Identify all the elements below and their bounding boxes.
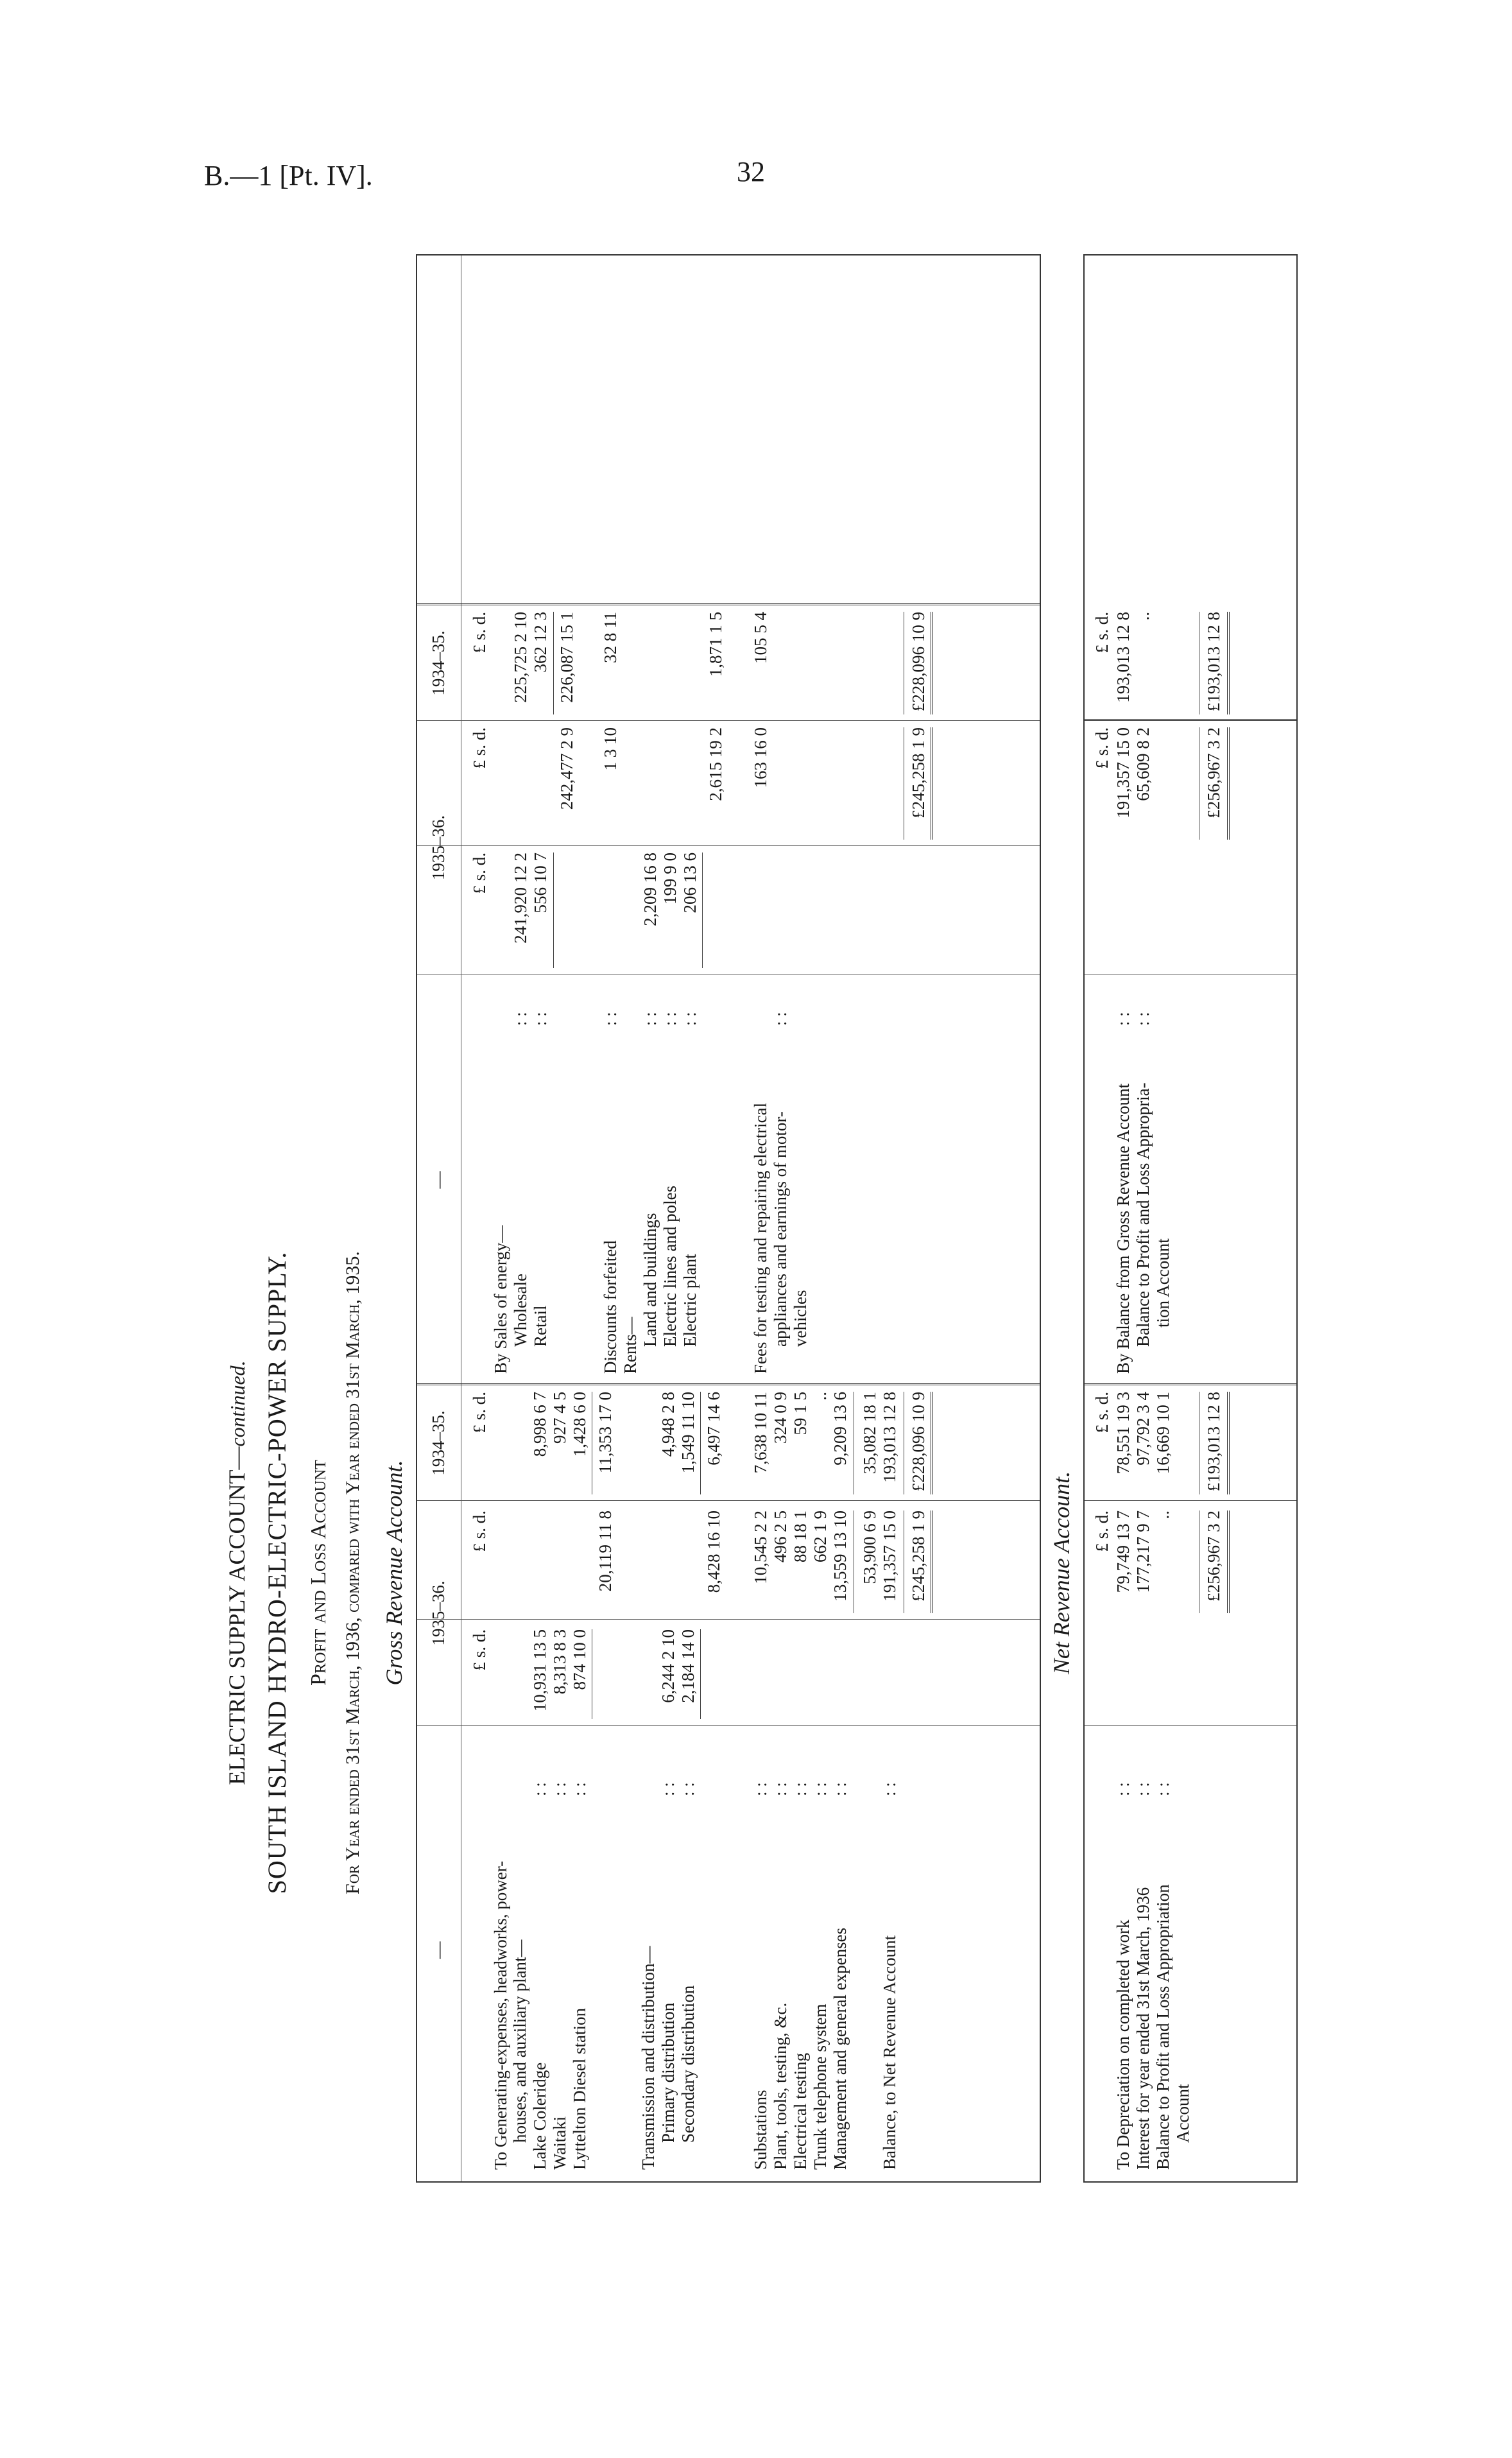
subst-label: Substations — [751, 2090, 770, 2170]
lyttelton-prev: 1,428 6 0 — [570, 1392, 589, 1457]
retail-prev: 362 12 3 — [531, 612, 550, 673]
leader-dots: : : — [660, 1012, 680, 1026]
net-credit-total-prev: £193,013 12 8 — [1204, 612, 1223, 712]
elec-label: Electrical testing — [791, 2052, 810, 2170]
plant-amount: 496 2 5 — [771, 1510, 790, 1562]
subst-prev: 7,638 10 11 — [751, 1392, 770, 1474]
land-amount: 2,209 16 8 — [640, 853, 660, 926]
net-revenue-table — [1083, 254, 1298, 2183]
plant-prev: 324 0 9 — [771, 1392, 790, 1444]
secondary-amount: 2,184 14 0 — [678, 1629, 698, 1703]
mgmt-amount: 13,559 13 10 — [830, 1510, 850, 1602]
leader-dots: : : — [791, 1782, 810, 1796]
leader-dots: : : — [811, 1782, 830, 1796]
pl-bal-label-2: tion Account — [1153, 1238, 1173, 1328]
rents-total: 2,615 19 2 — [706, 727, 725, 801]
leader-dots: : : — [570, 1782, 589, 1796]
gross-revenue-title: Gross Revenue Account. — [381, 1460, 407, 1686]
scheme-title: SOUTH ISLAND HYDRO-ELECTRIC-POWER SUPPLY. — [262, 1251, 291, 1894]
secondary-label: Secondary distribution — [678, 1985, 698, 2143]
lsd-head: £ s. d. — [1092, 727, 1112, 769]
document-reference: B.—1 [Pt. IV]. — [204, 160, 373, 191]
int-prev: 97,792 3 4 — [1133, 1392, 1153, 1466]
waitaki-label: Waitaki — [550, 2116, 569, 2170]
waitaki-amount: 8,313 8 3 — [550, 1629, 569, 1695]
gross-bal-label: By Balance from Gross Revenue Account — [1113, 1083, 1133, 1374]
eplant-amount: 206 13 6 — [680, 853, 700, 913]
bal-label-2: Account — [1173, 2084, 1192, 2143]
leader-dots: : : — [1113, 1012, 1133, 1026]
eplant-label: Electric plant — [680, 1254, 700, 1347]
col-head-desc-credit: — — [429, 1171, 448, 1189]
trunk-amount: 662 1 9 — [811, 1510, 830, 1562]
credit-total-prev: £228,096 10 9 — [909, 612, 928, 712]
net-debit-total-prev: £193,013 12 8 — [1204, 1392, 1223, 1492]
sum-amount: 53,900 6 9 — [860, 1510, 879, 1584]
trans-total: 8,428 16 10 — [704, 1510, 723, 1593]
bal-amount: .. — [1153, 1510, 1173, 1519]
lines-label: Electric lines and poles — [660, 1185, 680, 1347]
account-title: ELECTRIC SUPPLY ACCOUNT—continued. — [224, 1360, 250, 1785]
leader-dots: : : — [1113, 1782, 1133, 1796]
lines-amount: 199 9 0 — [660, 853, 680, 904]
lsd-head: £ s. d. — [470, 853, 489, 894]
primary-prev: 4,948 2 8 — [658, 1392, 678, 1457]
gross-revenue-table — [416, 254, 1041, 2183]
gen-head-2: houses, and auxiliary plant— — [510, 1939, 529, 2143]
mgmt-prev: 9,209 13 6 — [830, 1392, 850, 1466]
primary-label: Primary distribution — [658, 2002, 678, 2143]
fees-label-3: vehicles — [791, 1290, 810, 1347]
trans-head: Transmission and distribution— — [639, 1946, 658, 2170]
leader-dots: : : — [1153, 1782, 1173, 1796]
debit-total: £245,258 1 9 — [909, 1510, 928, 1602]
col-head-1935-36: 1935–36. — [429, 1580, 448, 1646]
gen-prev: 11,353 17 0 — [596, 1392, 615, 1474]
land-label: Land and buildings — [640, 1213, 660, 1347]
lake-amount: 10,931 13 5 — [530, 1629, 549, 1712]
fees-amount: 163 16 0 — [751, 727, 770, 788]
col-head-1934-35-credit: 1934–35. — [429, 630, 448, 696]
subst-amount: 10,545 2 2 — [751, 1510, 770, 1584]
leader-dots: : : — [751, 1782, 770, 1796]
net-debit-total: £256,967 3 2 — [1204, 1510, 1223, 1602]
secondary-prev: 1,549 11 10 — [678, 1392, 698, 1474]
period-title: For Year ended 31st March, 1936, compared with Year ended 31st March, 1935. — [342, 1251, 363, 1894]
bal-label-1: Balance to Profit and Loss Appropriation — [1153, 1884, 1173, 2170]
col-head-1934-35: 1934–35. — [429, 1410, 448, 1476]
primary-amount: 6,244 2 10 — [658, 1629, 678, 1703]
dep-label: To Depreciation on completed work — [1113, 1919, 1133, 2170]
pl-bal-prev: .. — [1133, 612, 1153, 621]
leader-dots: : : — [511, 1012, 530, 1026]
debit-total-prev: £228,096 10 9 — [909, 1392, 928, 1492]
leader-dots: : : — [550, 1782, 569, 1796]
lsd-head: £ s. d. — [470, 1392, 489, 1433]
leader-dots: : : — [658, 1782, 678, 1796]
lsd-head: £ s. d. — [470, 612, 489, 653]
disc-prev: 32 8 11 — [601, 612, 620, 663]
pl-bal-label-1: Balance to Profit and Loss Appropria- — [1133, 1082, 1153, 1347]
balance-amount: 191,357 15 0 — [880, 1510, 899, 1602]
bal-prev: 16,669 10 1 — [1153, 1392, 1173, 1475]
waitaki-prev: 927 4 5 — [550, 1392, 569, 1444]
leader-dots: : : — [531, 1012, 550, 1026]
dep-prev: 78,551 19 3 — [1113, 1392, 1133, 1475]
leader-dots: : : — [1133, 1782, 1153, 1796]
rents-head: Rents— — [621, 1317, 640, 1374]
leader-dots: : : — [830, 1782, 850, 1796]
fees-prev: 105 5 4 — [751, 612, 770, 664]
elec-prev: 59 1 5 — [791, 1392, 810, 1435]
lake-label: Lake Coleridge — [530, 2062, 549, 2170]
int-amount: 177,217 9 7 — [1133, 1510, 1153, 1593]
sales-total: 242,477 2 9 — [557, 727, 576, 810]
fees-label-2: appliances and earnings of motor- — [771, 1111, 790, 1347]
sales-prev: 226,087 15 1 — [557, 612, 576, 703]
lake-prev: 8,998 6 7 — [530, 1392, 549, 1457]
wholesale-prev: 225,725 2 10 — [511, 612, 530, 703]
leader-dots: : : — [678, 1782, 698, 1796]
wholesale-amount: 241,920 12 2 — [511, 853, 530, 944]
leader-dots: : : — [680, 1012, 700, 1026]
gen-head: To Generating-expenses, headworks, power- — [491, 1860, 510, 2170]
disc-label: Discounts forfeited — [601, 1240, 620, 1374]
elec-amount: 88 18 1 — [791, 1510, 810, 1562]
disc-amount: 1 3 10 — [601, 727, 620, 771]
balance-label: Balance, to Net Revenue Account — [880, 1935, 899, 2170]
wholesale-label: Wholesale — [511, 1274, 530, 1347]
net-credit-total: £256,967 3 2 — [1204, 727, 1223, 818]
rotated-account-page — [204, 257, 1295, 2183]
fees-label-1: Fees for testing and repairing electrical — [751, 1102, 770, 1374]
gross-bal-amount: 191,357 15 0 — [1113, 727, 1133, 818]
retail-label: Retail — [531, 1305, 550, 1347]
leader-dots: : : — [640, 1012, 660, 1026]
trunk-label: Trunk telephone system — [811, 2004, 830, 2170]
net-revenue-title: Net Revenue Account. — [1049, 1471, 1074, 1675]
leader-dots: : : — [880, 1782, 899, 1796]
pl-bal-amount: 65,609 8 2 — [1133, 727, 1153, 801]
lyttelton-amount: 874 10 0 — [570, 1629, 589, 1690]
sales-head: By Sales of energy— — [491, 1225, 510, 1374]
trunk-prev: .. — [811, 1392, 830, 1401]
lsd-head: £ s. d. — [470, 727, 489, 769]
col-head-1935-36-credit: 1935–36. — [429, 815, 448, 881]
plant-label: Plant, tools, testing, &c. — [771, 2002, 790, 2170]
gross-bal-prev: 193,013 12 8 — [1113, 612, 1133, 703]
balance-prev: 193,013 12 8 — [880, 1392, 899, 1483]
lsd-head: £ s. d. — [470, 1510, 489, 1552]
page-number: 32 — [737, 156, 765, 187]
col-head-desc: — — [429, 1941, 448, 1959]
leader-dots: : : — [1133, 1012, 1153, 1026]
lsd-head: £ s. d. — [1092, 1510, 1112, 1552]
lyttelton-label: Lyttelton Diesel station — [570, 2008, 589, 2170]
mgmt-label: Management and general expenses — [830, 1927, 850, 2170]
sum-prev: 35,082 18 1 — [860, 1392, 879, 1475]
leader-dots: : : — [530, 1782, 549, 1796]
dep-amount: 79,749 13 7 — [1113, 1510, 1133, 1593]
leader-dots: : : — [601, 1012, 620, 1026]
int-label: Interest for year ended 31st March, 1936 — [1133, 1887, 1153, 2170]
credit-total: £245,258 1 9 — [909, 727, 928, 818]
pl-title: Profit and Loss Account — [307, 1460, 331, 1686]
lsd-head: £ s. d. — [1092, 1392, 1112, 1433]
lsd-head: £ s. d. — [470, 1629, 489, 1671]
rents-prev: 1,871 1 5 — [706, 612, 725, 677]
trans-prev: 6,497 14 6 — [704, 1392, 723, 1466]
leader-dots: : : — [771, 1012, 790, 1026]
gen-total: 20,119 11 8 — [596, 1510, 615, 1592]
lsd-head: £ s. d. — [1092, 612, 1112, 653]
leader-dots: : : — [771, 1782, 790, 1796]
retail-amount: 556 10 7 — [531, 853, 550, 913]
